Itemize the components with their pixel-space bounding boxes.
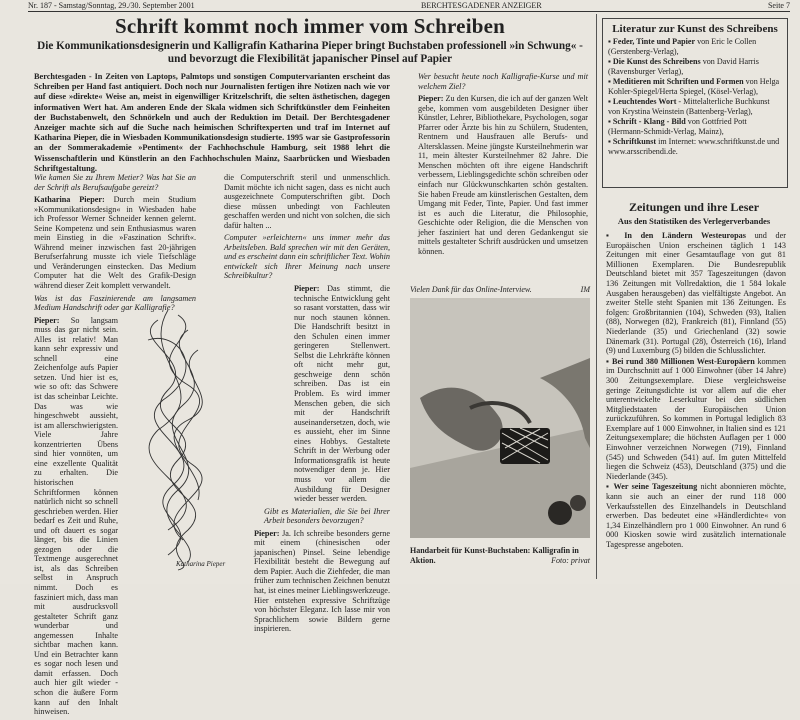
article-column-2: [224, 173, 390, 637]
book-item: ▪ Meditieren mit Schriften und Formen von Helga Kohler-Spiegel/Herta Spiegel, (Kösel-Verlag),: [608, 77, 780, 96]
photo-credit: Foto: privat: [551, 555, 590, 565]
stats-subtitle: Aus den Statistiken des Verlegerverbandes: [617, 217, 771, 226]
article-column-3: [418, 72, 588, 259]
calligraphy-illustration: [118, 300, 238, 575]
article-title: Schrift kommt noch immer vom Schreiben: [114, 14, 506, 38]
article-lead: Berchtesgaden - In Zeiten von Laptops, Palmtops und sonstigen Computervarianten erscheint das Schreiben per Hand fast antiquiert. Doch noch nur Journalisten fertigen ihre Notizen nach wie vor auf diese »direkte« Weise an, meist in eigenwilliger Kritzelschrift, die selten ästhetischen, dagegen informativen Wert hat. Am anderen Ende der Skala widmen sich Schriftkünstler dem Feinheiten der Buchstabenwelt, den Schnörkeln und auch der Reduktion im Detail. Der Berchtesgadener Anzeiger machte sich auf die Suche nach heimischen Schriftexperten und traf im Internet auf Katharina Pieper, die in Wiesbaden Kommunikationsdesign studierte. 1995 war sie Gastprofessorin an der Sommerakademie »Pentiment« der Fachhochschule Hamburg, seit 1988 lehrt die Wissenschaftlerin und Künstlerin an den Fachhochschulen Mainz, Saarbrücken und Wiesbaden Schriftgestaltung.: [34, 72, 390, 173]
interview-answer: Pieper: Das stimmt, die technische Entwicklung geht so rasant vorstatten, dass wir nur noch staunen können. Die Handschrift besitzt in den Schulen einen immer geringeren Stellenwert. Selbst die Lehrkräfte können oft nicht mehr gut, geschweige denn schön schreiben. Das ist ein Problem. Es wird immer Menschen geben, die sich mit der Handschrift auseinandersetzen, doch, wie es aussieht, eher im Sinne eines Hobbys. Gestaltete Schrift in der Werbung oder Informationsgrafik ist heute notwendiger denn je. Hier muss vor allem die Ausbildung für Designer wieder besser werden.: [294, 284, 391, 504]
interview-question: Gibt es Materialien, die Sie bei Ihrer Arbeit besonders bevorzugen?: [264, 506, 390, 526]
stats-paragraph: ▪ Wer seine Tageszeitung nicht abonnieren möchte, kann sie auch an einer der rund 118 000 Verkaufsstellen des Einzelhandels in Deutschland erwerben. Das bedeutet eine »Händlerdichte« von 1,34 Einzelhändlern pro 1 000 Einwohner. An rund 6 000 Kiosken sowie wird zusätzlich internationale Tagespresse angeboten.: [606, 482, 786, 549]
interview-question: Computer »erleichtern« uns immer mehr das Arbeitsleben. Bald sprechen wir mit den Geräten, und es erscheint dann ein schriftlicher Text. Wohin entwickelt sich Ihrer Meinung nach unsere Schreibkultur?: [224, 233, 390, 281]
interview-answer: die Computerschrift steril und unmenschlich. Damit möchte ich nicht sagen, dass es nicht auch ausgezeichnete Computerschriften gibt. Doch diese müssen unbedingt von Fachleuten geschaffen werden und nicht von solchen, die sich dafür halten ...: [224, 173, 390, 230]
column-divider: [596, 14, 597, 579]
stats-paragraph: ▪ In den Ländern Westeuropas und der Europäischen Union erscheinen täglich 1 143 Zeitungen mit einer Gesamtauflage von gut 81 Millionen Exemplaren. Die Bundesrepublik Deutschland bietet mit 357 Tageszeitungen (davon 136 Zeitungen mit Vollredaktion, die 1 584 lokale Ausgaben herausgeben) das vielfältigste Angebot. An zweiter Stelle steht Spanien mit 136 Zeitungen. Es folgen: Großbritannien (104), Schweden (93), Italien (88), Norwegen (82), Frankreich (81), Finnland (55) Niederlande (35) und Griechenland (32) sowie Dänemark (31). Portugal (28), Österreich (16), Irland (9) und Luxemburg (5) bilden die Schlusslichter.: [606, 231, 786, 356]
issue-info: Nr. 187 - Samstag/Sonntag, 29./30. September 2001: [28, 1, 195, 10]
interview-question: Was ist das Faszinierende am langsamen Medium Handschrift oder gar Kalligrafie?: [34, 293, 196, 313]
interview-answer: Pieper: So langsam muss das gar nicht sein. Alles ist relativ! Man kann sehr expressiv und schnell eine Zeichenfolge aufs Papier setzen. Und hier ist es, wie so oft: das Schwere ist das scheinbar Leichte. Das was wie hingeschwebt aussieht, ist am allerschwierigsten. Viele Jahre konzentrierten Übens sind hier vonnöten, um eine exzellente Qualität zu erhalten. Die historischen Schriftformen können natürlich nicht so schnell geschrieben werden. Hier bedarf es Zeit und Ruhe, und oft dauert es sogar länger, bis die Linien gezogen oder die Textmenge ausgerechnet ist, als das Schreiben selbst in Anspruch nimmt. Doch es fasziniert mich, dass man mit ausdrucksvoll gestalteter Schrift ganz wunderbar und angemessen Inhalte sichtbar machen kann. Und ein Betrachter kann es sogar noch lesen und damit erfassen. Doch auch hier gilt wieder - schon die äußere Form kann auf den Inhalt hinweisen.: [34, 315, 118, 717]
photo-caption: Handarbeit für Kunst-Buchstaben: Kalligrafin in Aktion. Foto: privat: [410, 546, 590, 565]
book-item: ▪ Feder, Tinte und Papier von Eric le Collen (Gerstenberg-Verlag),: [608, 37, 757, 56]
interview-answer: Katharina Pieper: Durch mein Studium »Kommunikationsdesign« in Wiesbaden habe ich Professor Werner Schneider kennen gelernt. Seine Kompetenz und sein Enthusiasmus waren mein Einstieg in die »Faszination Schrift«. Während meiner inzwischen fast 20-jährigen Berufserfahrung musste ich viele Tiefschläge und Veränderungen einstecken. Das Medium Computer hat die Welt des Grafik-Design während dieser Zeit komplett verwandelt.: [34, 195, 196, 291]
stats-paragraph: ▪ Bei rund 380 Millionen West-Europäern kommen im Durchschnitt auf 1 000 Einwohner (über 14 Jahre) 300 Zeitungsexemplare. Diese vergleichsweise geringe Zeitungsdichte ist vor allem auf die eher unterentwickelte Leserkultur bei den südlichen Mitgliedstaaten der Europäischen Union zurückzuführen. So kommen in Portugal lediglich 83 Exemplare auf 1 000 Einwohner, in Italien sind es 121 Zeitungsexemplare; die höchsten Auflagen per 1 000 Einwohner verzeichnen Norwegen (719), Finnland (545) und Schweden (541) auf. Im guten Mittelfeld liegen die Schweiz (453), Deutschland (375) und die Niederlande (345).: [606, 356, 787, 481]
page-header: [28, 0, 790, 12]
interview-question: Wer besucht heute noch Kalligrafie-Kurse und mit welchem Ziel?: [418, 72, 588, 91]
book-item: ▪ Schriftkunst im Internet: www.schriftkunst.de und www.arsscribendi.de.: [608, 137, 780, 156]
page-number: Seite 7: [767, 1, 790, 10]
literature-box-title: Literatur zur Kunst des Schreibens: [612, 23, 778, 35]
interview-credit: Vielen Dank für das Online-Interview. IM: [410, 285, 590, 294]
literature-box: [602, 18, 788, 188]
interview-question: Wie kamen Sie zu Ihrem Metier? Was hat Sie an der Schrift als Berufsaufgabe gereizt?: [34, 173, 196, 192]
stats-title: Zeitungen und ihre Leser: [628, 200, 760, 214]
interview-answer: Pieper: Ja. Ich schreibe besonders gerne mit einem (chinesischen oder japanischen) Pinsel. Seine lebendige Flexibilität besteht die Bewegung auf dem Papier. Auch die Ziehfeder, die man früher zum technischen Zeichnen benutzt hat, ist eines meiner Lieblingswerkzeuge. Hier entstehen expressive Schriftzüge von höchster Eleganz. Ich lasse mir von Sprachlichem sowie Bildern gerne inspirieren.: [254, 528, 391, 634]
book-item: ▪ Die Kunst des Schreibens von David Harris (Ravensburger Verlag),: [608, 57, 759, 76]
calligraphy-photo: [410, 298, 590, 538]
newspaper-name: BERCHTESGADENER ANZEIGER: [420, 1, 542, 10]
book-list: [603, 37, 787, 156]
stats-column: [606, 231, 786, 551]
article-subtitle: Die Kommunikationsdesignerin und Kalligrafin Katharina Pieper bringt Buchstaben professionell »in Schwung« - und bevorzugt die Flexibilität japanischer Pinsel auf Papier: [37, 40, 583, 65]
illustration-signature: Katharina Pieper: [176, 560, 226, 568]
book-item: ▪ Leuchtendes Wort - Mittelalterliche Buchkunst von Krystina Weinstein (Battenberg-Verlag),: [608, 97, 770, 116]
book-item: ▪ Schrift - Klang - Bild von Gottfried Pott (Hermann-Schmidt-Verlag, Mainz),: [608, 117, 747, 136]
interview-answer: Pieper: Zu den Kursen, die ich auf der ganzen Welt gebe, kommen vom ausgebildeten Designer über Künstler, Lehrer, Bibliothekare, Psychologen, sogar Pfarrer oder Ärzte bis hin zu Schülern, Studenten, Rentnern und Hausfrauen alle Berufs- und Altersklassen. Meine jüngste Kursteilnehmerin war 11, mein ältester Kursteilnehmer 82 Jahre. Die Menschen möchten oft ihre eigene Handschrift verbessern, Lieblingsgedichte schön schreiben oder einfach nur Glückwunschkarten schön gestalten. Sie haben Freude am künstlerischen Gestalten, dem Umgang mit Feder, Tinte, Papier. Und fast immer ist es auch die Literatur, die Philosophie, Geschichte oder Religion, die die Menschen von jeher fasziniert hat und deren Gedankengut sie mittels gestalteter Schrift ausdrücken und umsetzen können.: [418, 94, 588, 256]
